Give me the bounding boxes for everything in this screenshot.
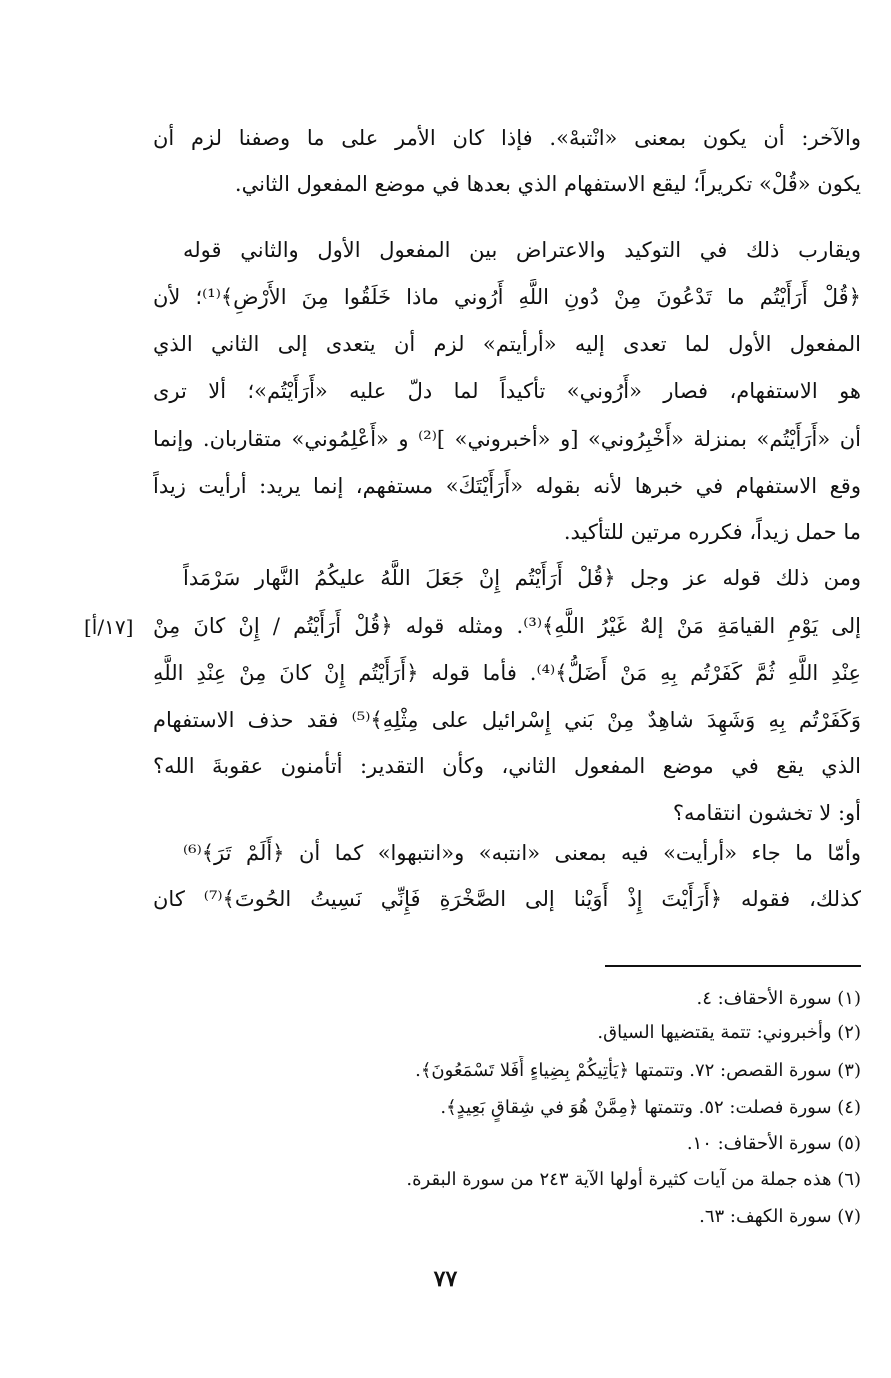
body-line-15: أو: لا تخشون انتقامه؟: [672, 801, 861, 825]
footnote-separator: [605, 965, 861, 967]
body-line-8: وقع الاستفهام في خبرها لأنه بقوله «أَرَأَيْتَكَ» مستفهم، إنما يريد: أرأيت زيداً: [153, 474, 861, 498]
body-line-5: المفعول الأول لما تعدى إليه «أرأيتم» لزم أن يتعدى إلى الثاني الذي: [153, 332, 861, 356]
body-line-2: يكون «قُلْ» تكريراً؛ ليقع الاستفهام الذي بعدها في موضع المفعول الثاني.: [234, 172, 861, 196]
body-line-3: ويقارب ذلك في التوكيد والاعتراض بين المفعول الأول والثاني قوله: [183, 238, 861, 262]
body-line-9: ما حمل زيداً، فكرره مرتين للتأكيد.: [563, 520, 861, 544]
footnote-2: (٢) وأخبروني: تتمة يقتضيها السياق.: [597, 1022, 861, 1043]
footnote-6: (٦) هذه جملة من آيات كثيرة أولها الآية ٢٤٣ من سورة البقرة.: [406, 1169, 861, 1190]
footnote-5: (٥) سورة الأحقاف: ١٠.: [686, 1133, 861, 1154]
body-line-4: ﴿قُلْ أَرَأَيْتُم ما تَدْعُونَ مِنْ دُونِ اللَّهِ أَرُوني ماذا خَلَقُوا مِنَ الأَرْضِ﴾⁽¹⁾؛ لأن: [153, 285, 861, 309]
footnote-7: (٧) سورة الكهف: ٦٣.: [699, 1206, 861, 1227]
body-line-14: الذي يقع في موضع المفعول الثاني، وكأن التقدير: أتأمنون عقوبةَ الله؟: [153, 754, 861, 778]
footnote-3: (٣) سورة القصص: ٧٢. وتتمتها ﴿يَأْتِيكُمْ بِضِياءٍ أَفَلا تَسْمَعُونَ﴾.: [415, 1060, 861, 1081]
body-line-6: هو الاستفهام، فصار «أَرُوني» تأكيداً لما دلّ عليه «أَرَأَيْتُم»؛ ألا ترى: [153, 379, 861, 403]
body-line-17: كذلك، فقوله ﴿أَرَأَيْتَ إِذْ أَوَيْنا إلى الصَّخْرَةِ فَإِنِّي نَسِيتُ الحُوتَ﴾⁽⁷⁾ كان: [153, 887, 861, 911]
footnote-4: (٤) سورة فصلت: ٥٢. وتتمتها ﴿مِمَّنْ هُوَ في شِقاقٍ بَعِيدٍ﴾.: [440, 1097, 861, 1118]
manuscript-folio-note: [١٧/أ]: [84, 615, 134, 639]
footnote-1: (١) سورة الأحقاف: ٤.: [696, 988, 861, 1009]
body-line-1: والآخر: أن يكون بمعنى «انْتبهْ». فإذا كان الأمر على ما وصفنا لزم أن: [153, 126, 861, 150]
body-line-7: أن «أَرَأَيْتُم» بمنزلة «أَخْبِرُوني» [و «أخبروني» ]⁽²⁾ و «أَعْلِمُوني» متقاربان. وإنما: [153, 427, 861, 451]
body-line-12: عِنْدِ اللَّهِ ثُمَّ كَفَرْتُم بِهِ مَنْ أَضَلُّ﴾⁽⁴⁾. فأما قوله ﴿أَرَأَيْتُم إِنْ كانَ مِنْ عِنْدِ اللَّهِ: [153, 661, 861, 685]
body-line-16: وأمّا ما جاء «أرأيت» فيه بمعنى «انتبه» و«انتبهوا» كما أن ﴿أَلَمْ تَرَ﴾⁽⁶⁾: [183, 841, 861, 865]
body-line-13: وَكَفَرْتُم بِهِ وَشَهِدَ شاهِدٌ مِنْ بَني إِسْرائيل على مِثْلِهِ﴾⁽⁵⁾ فقد حذف الاستفهام: [153, 708, 861, 732]
body-line-11: إلى يَوْمِ القيامَةِ مَنْ إلهٌ غَيْرُ اللَّهِ﴾⁽³⁾. ومثله قوله ﴿قُلْ أَرَأَيْتُم / إِنْ كانَ مِنْ: [153, 614, 861, 638]
body-line-10: ومن ذلك قوله عز وجل ﴿قُلْ أَرَأَيْتُم إِنْ جَعَلَ اللَّهُ عليكُمُ النَّهار سَرْمَداً: [183, 566, 861, 590]
page-number: ٧٧: [433, 1266, 458, 1292]
